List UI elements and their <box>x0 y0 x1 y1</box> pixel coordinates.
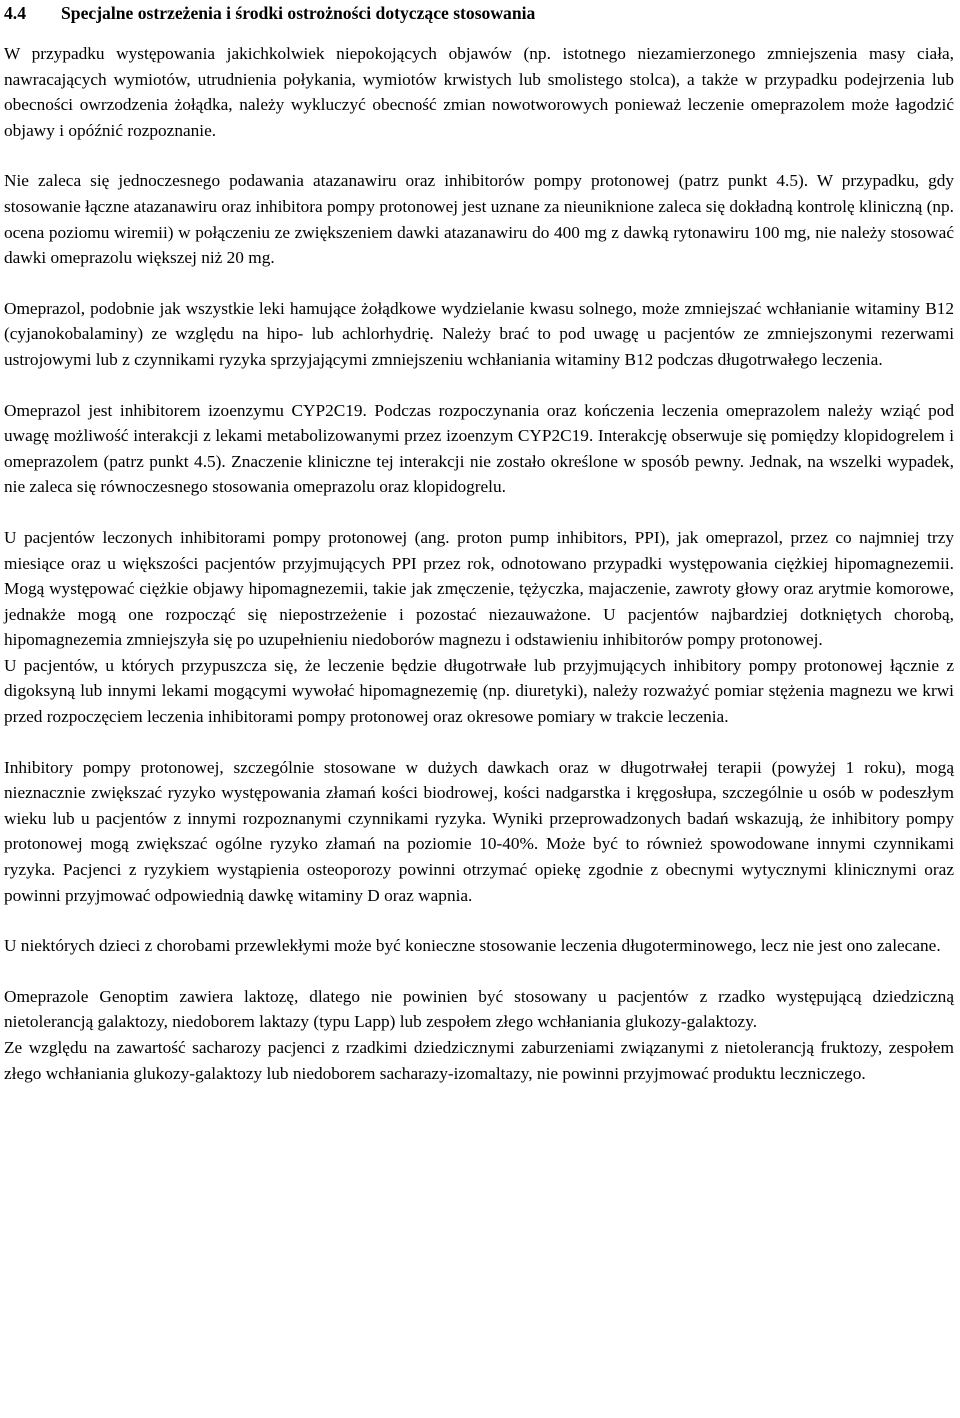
paragraph-vitamin-b12: Omeprazol, podobnie jak wszystkie leki hamujące żołądkowe wydzielanie kwasu solnego, może zmniejszać wchłanianie witaminy B12 (cyjanokobalaminy) ze względu na hipo- lub achlorhydrię. Należy brać to pod uwagę u pacjentów ze zmniejszonymi rezerwami ustrojowymi lub z czynnikami ryzyka sprzyjającymi zmniejszeniu wchłaniania witaminy B12 podczas długotrwałego leczenia. <box>4 298 954 369</box>
paragraph-sucrose: Ze względu na zawartość sacharozy pacjenci z rzadkimi dziedzicznymi zaburzeniami związanymi z nietolerancją fruktozy, zespołem złego wchłaniania glukozy-galaktozy lub niedoborem sacharazy-izomaltazy, nie powinni przyjmować produktu leczniczego. <box>4 1038 954 1083</box>
paragraph-cyp2c19: Omeprazol jest inhibitorem izoenzymu CYP2C19. Podczas rozpoczynania oraz kończenia leczenia omeprazolem należy wziąć pod uwagę możliwość interakcji z lekami metabolizowanymi przez izoenzym CYP2C19. Interakcję obserwuje się pomiędzy klopidogrelem i omeprazolem (patrz punkt 4.5). Znaczenie kliniczne tej interakcji nie zostało określone w sposób pewny. Jednak, na wszelki wypadek, nie zaleca się równoczesnego stosowania omeprazolu oraz klopidogrelu. <box>4 400 954 497</box>
paragraph-children: U niektórych dzieci z chorobami przewlekłymi może być konieczne stosowanie leczenia długoterminowego, lecz nie jest ono zalecane. <box>4 936 941 956</box>
paragraph-fractures: Inhibitory pompy protonowej, szczególnie stosowane w dużych dawkach oraz w długotrwałej terapii (powyżej 1 roku), mogą nieznacznie zwiększać ryzyko występowania złamań kości biodrowej, kości nadgarstka i kręgosłupa, szczególnie u osób w podeszłym wieku lub u pacjentów z innymi rozpoznanymi czynnikami ryzyka. Wyniki przeprowadzonych badań wskazują, że inhibitory pompy protonowej mogą zwiększać ogólne ryzyko złamań na poziomie 10-40%. Może być to również spowodowane innymi czynnikami ryzyka. Pacjenci z ryzykiem wystąpienia osteoporozy powinni otrzymać opiekę zgodnie z obecnymi wytycznymi klinicznymi oraz powinni przyjmować odpowiednią dawkę witaminy D oraz wapnia. <box>4 757 954 905</box>
paragraph-lactose: Omeprazole Genoptim zawiera laktozę, dlatego nie powinien być stosowany u pacjentów z rzadko występującą dziedziczną nietolerancją galaktozy, niedoborem laktazy (typu Lapp) lub zespołem złego wchłaniania glukozy-galaktozy. <box>4 986 954 1032</box>
paragraph-atazanavir: Nie zaleca się jednoczesnego podawania atazanawiru oraz inhibitorów pompy protonowej (patrz punkt 4.5). W przypadku, gdy stosowanie łączne atazanawiru oraz inhibitora pompy protonowej jest uznane za nieuniknione zaleca się dokładną kontrolę kliniczną (np. ocena poziomu wiremii) w połączeniu ze zwiększeniem dawki atazanawiru do 400 mg z dawką rytonawiru 100 mg, nie należy stosować dawki omeprazolu większej niż 20 mg. <box>4 171 954 268</box>
paragraph-magnesium-monitoring: U pacjentów, u których przypuszcza się, że leczenie będzie długotrwałe lub przyjmujących inhibitory pompy protonowej łącznie z digoksyną lub innymi lekami mogącymi wywołać hipomagnezemię (np. diuretyki), należy rozważyć pomiar stężenia magnezu we krwi przed rozpoczęciem leczenia inhibitorami pompy protonowej oraz okresowe pomiary w trakcie leczenia. <box>4 655 954 727</box>
section-heading <box>4 0 954 27</box>
paragraph-warning-symptoms: W przypadku występowania jakichkolwiek niepokojących objawów (np. istotnego niezamierzonego zmniejszenia masy ciała, nawracających wymiotów, utrudnienia połykania, wymiotów krwistych lub smolistego stolca), a także w przypadku podejrzenia lub obecności owrzodzenia żołądka, należy wykluczyć obecność zmian nowotworowych ponieważ leczenie omeprazolem może łagodzić objawy i opóźnić rozpoznanie. <box>4 44 954 140</box>
section-number: 4.4 <box>4 3 26 23</box>
paragraph-hypomagnesemia: U pacjentów leczonych inhibitorami pompy protonowej (ang. proton pump inhibitors, PPI), jak omeprazol, przez co najmniej trzy miesiące oraz u większości pacjentów przyjmujących PPI przez rok, odnotowano przypadki występowania ciężkiej hipomagnezemii. Mogą występować ciężkie objawy hipomagnezemii, takie jak zmęczenie, tężyczka, majaczenie, zawroty głowy oraz arytmie komorowe, jednakże mogą one rozpocząć się niepostrzeżenie i pozostać niezauważone. U pacjentów najbardziej dotkniętych chorobą, hipomagnezemia zmniejszyła się po uzupełnieniu niedoborów magnezu i odstawieniu inhibitorów pompy protonowej. <box>4 527 954 650</box>
section-title: Specjalne ostrzeżenia i środki ostrożności dotyczące stosowania <box>61 3 536 23</box>
